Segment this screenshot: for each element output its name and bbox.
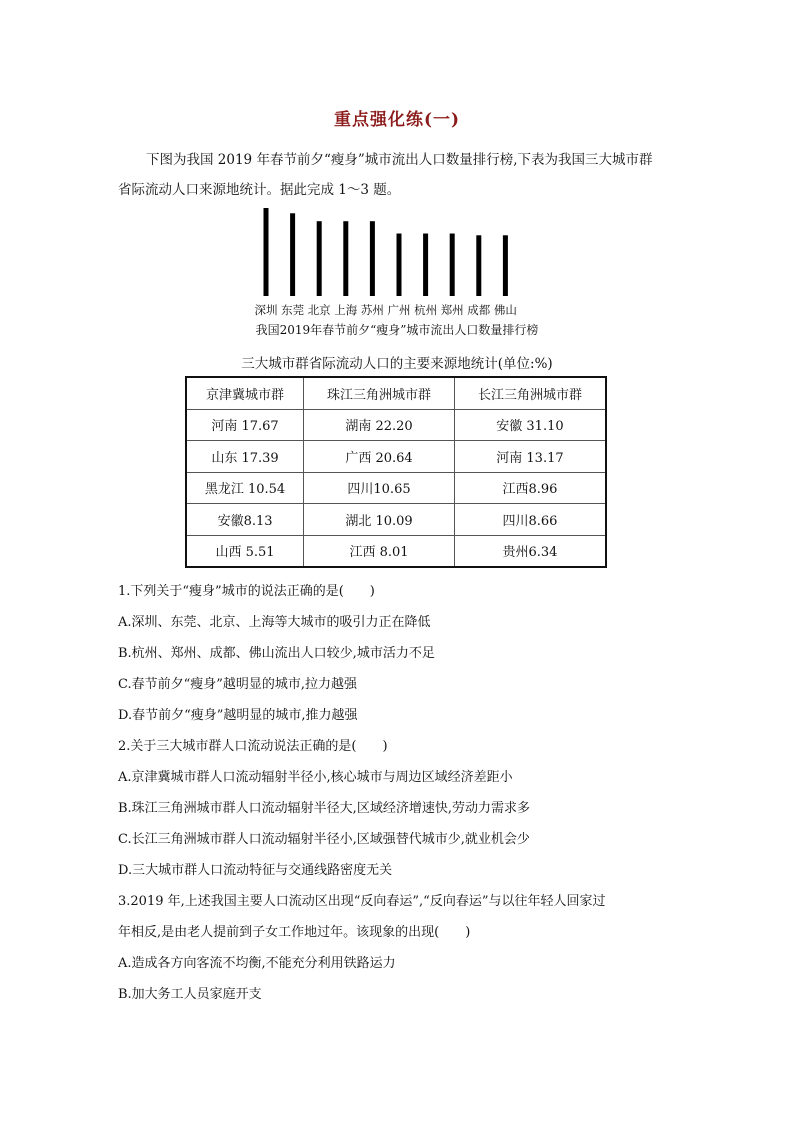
bar-8 (476, 235, 481, 296)
col-header-yangtze: 长江三角洲城市群 (454, 377, 606, 409)
table-cell: 江西8.96 (454, 472, 606, 504)
outflow-bar-chart (240, 200, 560, 320)
table-cell: 河南 17.67 (186, 409, 304, 441)
source-table (185, 376, 607, 568)
category-label: 佛山 (493, 303, 517, 317)
col-header-pearl-river: 珠江三角洲城市群 (304, 377, 455, 409)
bar-1 (290, 213, 295, 296)
chart-caption: 我国2019年春节前夕“瘦身”城市流出人口数量排行榜 (255, 323, 539, 337)
bar-6 (423, 234, 428, 296)
category-label: 郑州 (440, 303, 464, 317)
question-3-line-2: 年相反,是由老人提前到子女工作地过年。该现象的出现( ) (118, 925, 471, 940)
category-label: 东莞 (281, 303, 305, 317)
category-label: 广州 (387, 303, 411, 317)
table-cell: 安徽8.13 (186, 504, 304, 536)
category-label: 成都 (467, 303, 491, 317)
option-1c: C.春节前夕“瘦身”越明显的城市,拉力越强 (118, 677, 358, 692)
table-cell: 江西 8.01 (304, 535, 455, 567)
category-label: 杭州 (414, 303, 438, 317)
bar-3 (343, 221, 348, 296)
table-cell: 河南 13.17 (454, 441, 606, 473)
bar-5 (397, 234, 402, 296)
questions-section (118, 576, 698, 1010)
table-cell: 安徽 31.10 (454, 409, 606, 441)
category-label: 深圳 (254, 303, 278, 317)
option-1d: D.春节前夕“瘦身”越明显的城市,推力越强 (118, 708, 358, 723)
option-1a: A.深圳、东莞、北京、上海等大城市的吸引力正在降低 (118, 615, 431, 630)
intro-line-1: 下图为我国 2019 年春节前夕“瘦身”城市流出人口数量排行榜,下表为我国三大城市群 (146, 152, 653, 168)
col-header-jingjinji: 京津冀城市群 (186, 377, 304, 409)
category-label: 苏州 (360, 303, 384, 317)
table-cell: 四川8.66 (454, 504, 606, 536)
intro-paragraph (118, 145, 698, 205)
table-row (186, 504, 606, 536)
option-2a: A.京津冀城市群人口流动辐射半径小,核心城市与周边区域经济差距小 (118, 770, 513, 785)
table-cell: 山东 17.39 (186, 441, 304, 473)
option-2b: B.珠江三角洲城市群人口流动辐射半径大,区域经济增速快,劳动力需求多 (118, 801, 530, 816)
table-row (186, 409, 606, 441)
category-label: 上海 (334, 303, 358, 317)
table-header-row (186, 377, 606, 409)
table-cell: 山西 5.51 (186, 535, 304, 567)
table-row (186, 441, 606, 473)
table-row (186, 535, 606, 567)
option-3a: A.造成各方向客流不均衡,不能充分利用铁路运力 (118, 956, 396, 971)
bar-0 (264, 208, 269, 296)
question-2: 2.关于三大城市群人口流动说法正确的是( ) (118, 739, 388, 754)
bar-9 (503, 235, 508, 296)
table-cell: 贵州6.34 (454, 535, 606, 567)
question-3-line-1: 3.2019 年,上述我国主要人口流动区出现“反向春运”,“反向春运”与以往年轻人回家过 (118, 894, 606, 909)
page-title: 重点强化练(一) (333, 110, 461, 130)
table-cell: 四川10.65 (304, 472, 455, 504)
option-1b: B.杭州、郑州、成都、佛山流出人口较少,城市活力不足 (118, 646, 435, 661)
table-cell: 广西 20.64 (304, 441, 455, 473)
option-3b: B.加大务工人员家庭开支 (118, 987, 262, 1002)
table-cell: 湖南 22.20 (304, 409, 455, 441)
option-2d: D.三大城市群人口流动特征与交通线路密度无关 (118, 863, 393, 878)
category-label: 北京 (307, 303, 331, 317)
intro-line-2: 省际流动人口来源地统计。据此完成 1～3 题。 (118, 182, 401, 198)
table-title: 三大城市群省际流动人口的主要来源地统计(单位:%) (241, 356, 553, 372)
question-1: 1.下列关于“瘦身”城市的说法正确的是( ) (118, 584, 375, 599)
table-cell: 黑龙江 10.54 (186, 472, 304, 504)
bar-2 (317, 221, 322, 296)
bar-4 (370, 221, 375, 296)
option-2c: C.长江三角洲城市群人口流动辐射半径小,区域强替代城市少,就业机会少 (118, 832, 530, 847)
bar-7 (450, 234, 455, 296)
table-cell: 湖北 10.09 (304, 504, 455, 536)
table-row (186, 472, 606, 504)
